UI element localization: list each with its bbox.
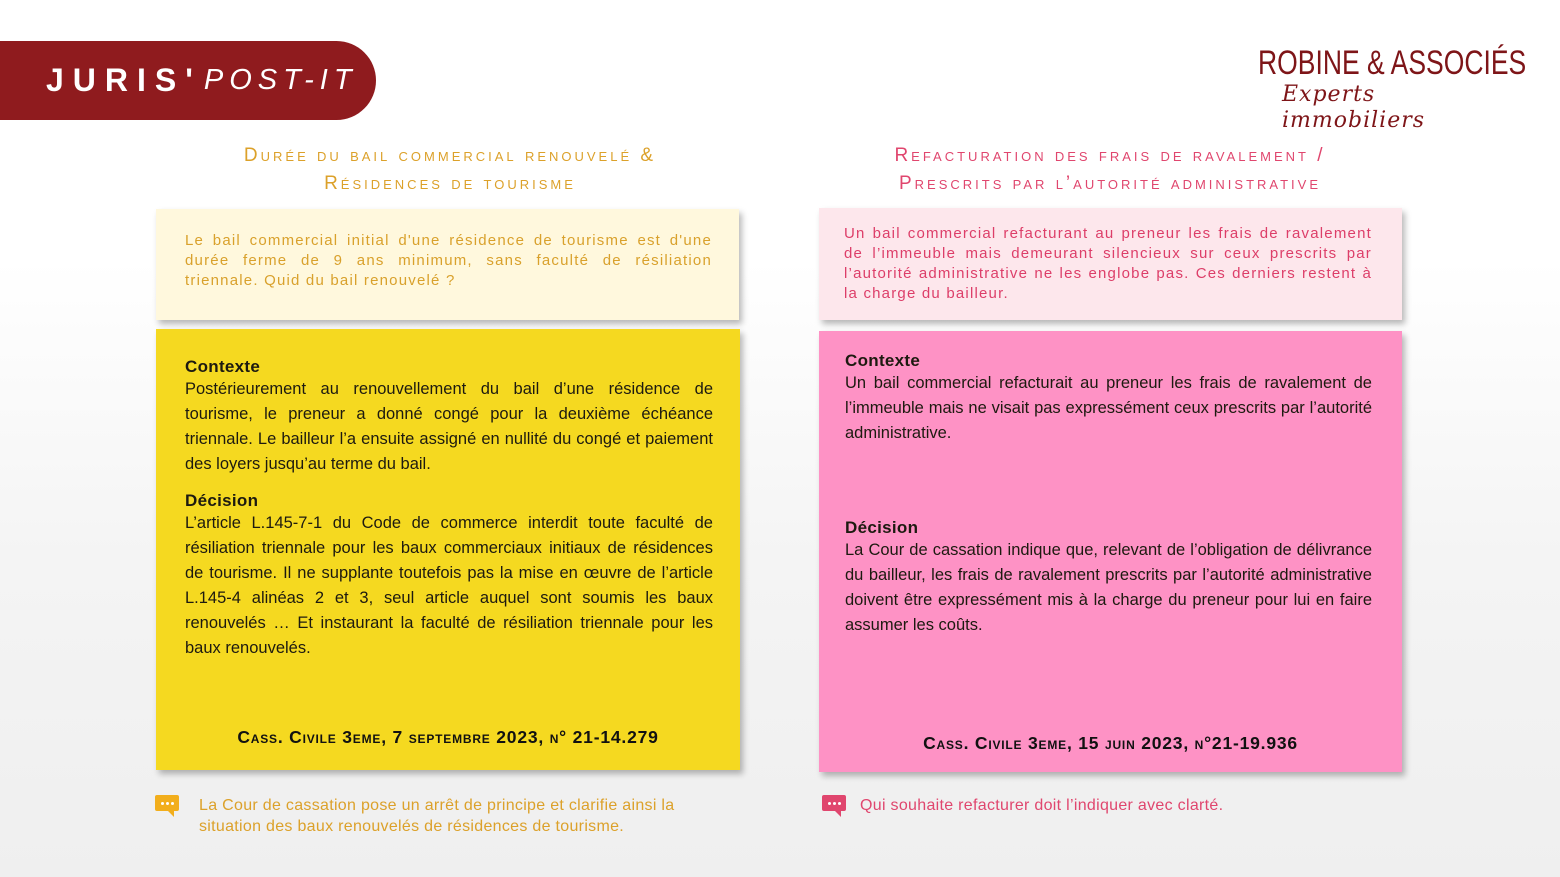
left-title-line-2: Résidences de tourisme <box>324 173 576 194</box>
right-title-line-2: Prescrits par l’autorité administrative <box>898 173 1322 194</box>
left-context-heading: Contexte <box>185 357 261 376</box>
juris-postit-banner <box>0 41 376 120</box>
left-title-line-1: Durée du bail commercial renouvelé & <box>243 145 657 166</box>
left-takeaway <box>155 795 725 837</box>
left-question-box: Le bail commercial initial d'une résidence de tourisme est d'une durée ferme de 9 ans minimum, sans faculté de résiliation triennale. Quid du bail renouvelé ? <box>156 209 739 320</box>
logo-name: ROBINE & ASSOCIÉS <box>1258 44 1527 82</box>
left-decision-body: L’article L.145-7-1 du Code de commerce interdit toute faculté de résiliation triennale pour les baux commerciaux initiaux de résidences de tourisme. Il ne supplante toutefois pas la mise en œuvre de l’article L.145-4 alinéas 2 et 3, seul article auquel sont soumis les baux renouvelés … Et instaurant la faculté de résiliation triennale pour les baux renouvelés. <box>185 514 713 657</box>
right-takeaway <box>822 795 1382 816</box>
banner-postit-text: POST-IT <box>203 64 358 96</box>
banner-juris-text: JURIS' <box>46 62 202 98</box>
right-title-line-1: Refacturation des frais de ravalement / <box>894 145 1326 166</box>
right-decision-heading: Décision <box>845 518 919 537</box>
left-takeaway-text: La Cour de cassation pose un arrêt de principe et clarifie ainsi la situation des baux renouvelés de résidences de tourisme. <box>199 797 675 835</box>
right-sticky-note <box>819 331 1402 772</box>
right-column-title <box>810 142 1410 198</box>
right-question-box: Un bail commercial refacturant au preneur les frais de ravalement de l’immeuble mais demeurant silencieux sur ceux prescrits par l’autorité administrative ne les englobe pas. Ces derniers restent à la charge du bailleur. <box>819 208 1402 320</box>
right-decision-body: La Cour de cassation indique que, relevant de l’obligation de délivrance du bailleur, les frais de ravalement prescrits par l’autorité administrative doivent être expressément mis à la charge du preneur pour lui en faire assumer les coûts. <box>845 541 1372 634</box>
left-context-body: Postérieurement au renouvellement du bail d’une résidence de tourisme, le preneur a donné congé pour la deuxième échéance triennale. Le bailleur l’a ensuite assigné en nullité du congé et paiement des loyers jusqu’au terme du bail. <box>185 380 713 473</box>
speech-bubble-icon <box>822 795 846 811</box>
speech-bubble-icon <box>155 795 179 811</box>
left-decision-heading: Décision <box>185 491 259 510</box>
right-takeaway-text: Qui souhaite refacturer doit l’indiquer avec clarté. <box>860 797 1224 814</box>
left-citation: Cass. Civile 3eme, 7 septembre 2023, n° 21-14.279 <box>237 727 659 747</box>
left-sticky-note <box>156 329 740 770</box>
company-logo <box>1258 44 1527 134</box>
right-context-body: Un bail commercial refacturait au preneur les frais de ravalement de l’immeuble mais ne visait pas expressément ceux prescrits par l’autorité administrative. <box>845 374 1372 442</box>
right-context-heading: Contexte <box>845 351 921 370</box>
right-citation: Cass. Civile 3eme, 15 juin 2023, n°21-19.936 <box>923 733 1298 753</box>
left-column-title <box>150 142 750 198</box>
logo-tagline: Experts immobiliers <box>1282 82 1426 133</box>
